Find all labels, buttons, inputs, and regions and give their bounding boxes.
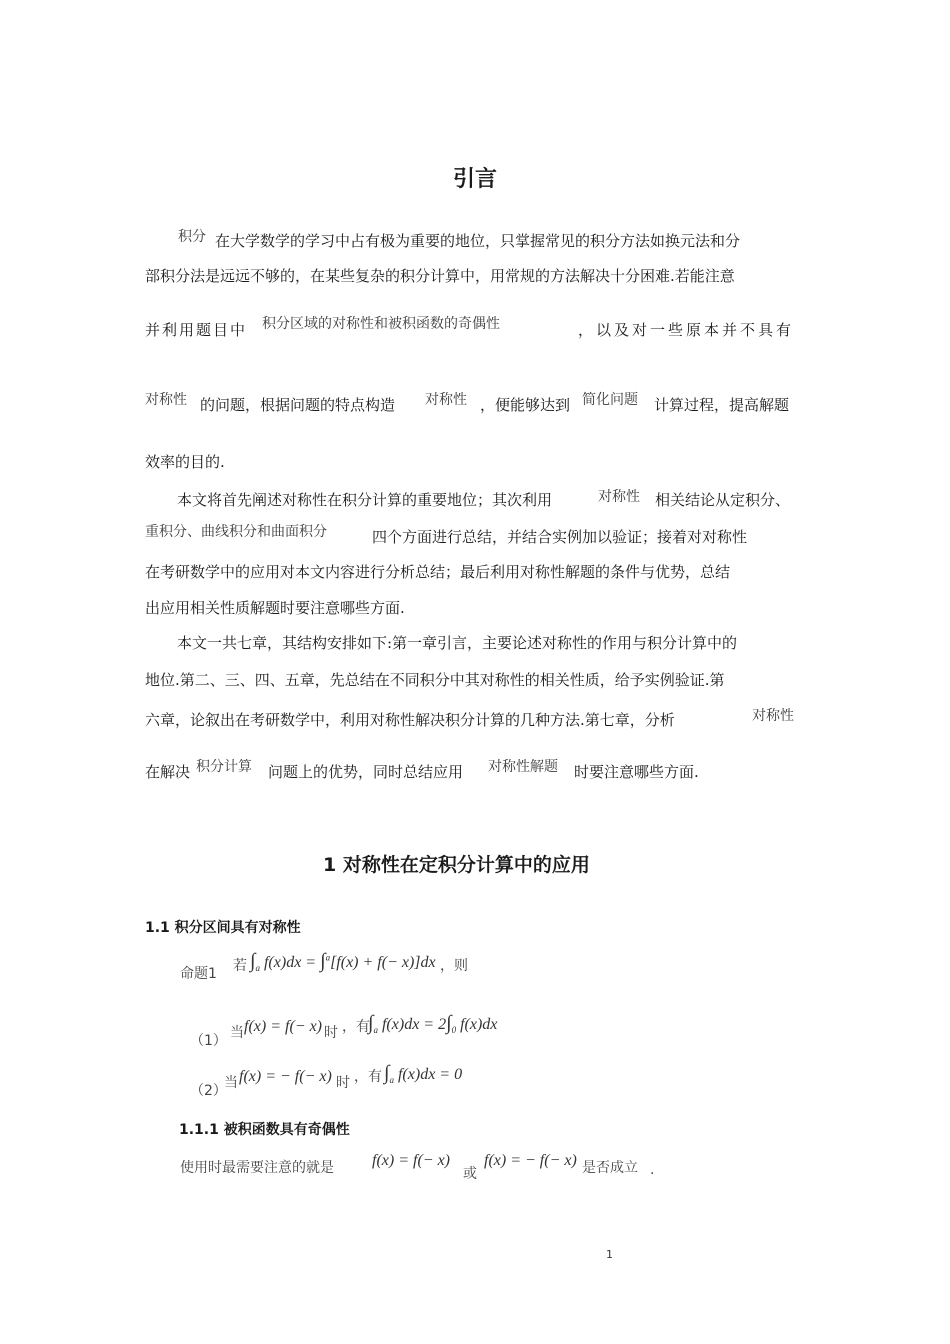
- proposition-label: 命题1: [180, 966, 217, 982]
- usage-even-condition: f(x) = f(− x): [372, 1152, 450, 1169]
- usage-text-a: 使用时最需要注意的就是: [180, 1160, 334, 1176]
- proposition-formula: $\int_a$ f(x)dx = ∫$^a$[f(x) + f(− x)]dx: [250, 950, 436, 974]
- case1-you: ，有: [342, 1019, 370, 1035]
- case1-number: （1）: [190, 1033, 227, 1049]
- inserted-phrase: 对称性解题: [488, 759, 558, 775]
- intro-p1-line5: 效率的目的.: [145, 453, 225, 471]
- inserted-phrase: 对称性: [425, 392, 467, 408]
- intro-p1-line3-pre: 并利用题目中: [145, 321, 248, 339]
- section-1-1-heading: 1.1 积分区间具有对称性: [145, 920, 301, 936]
- usage-text-b: 是否成立: [582, 1160, 638, 1176]
- inserted-phrase: 重积分、曲线积分和曲面积分: [145, 524, 327, 540]
- inserted-phrase: 简化问题: [582, 392, 638, 408]
- usage-or: 或: [463, 1166, 477, 1182]
- usage-odd-condition: f(x) = − f(− x): [484, 1152, 577, 1169]
- page-number: 1: [606, 1248, 613, 1261]
- case2-dang: 当: [224, 1075, 238, 1091]
- intro-p3-line4-a: 在解决: [145, 763, 191, 781]
- case2-condition: f(x) = − f(− x): [239, 1068, 332, 1085]
- case2-result: $\int_a$ f(x)dx = 0: [384, 1062, 463, 1086]
- intro-p2-line4: 出应用相关性质解题时要注意哪些方面.: [145, 599, 405, 617]
- inserted-phrase: 对称性: [145, 392, 187, 408]
- intro-p2-line3: 在考研数学中的应用对本文内容进行分析总结；最后利用对称性解题的条件与优势，总结: [145, 563, 731, 581]
- case1-shi: 时: [324, 1025, 338, 1041]
- intro-p2-line1-b: 相关结论从定积分、: [655, 491, 791, 509]
- proposition-ze: ，则: [440, 958, 468, 974]
- intro-p1-line1: 在大学数学的学习中占有极为重要的地位，只掌握常见的积分方法如换元法和分: [215, 232, 741, 250]
- intro-p1-line4-c: 计算过程，提高解题: [654, 396, 790, 414]
- intro-p3-line3-a: 六章，论叙出在考研数学中，利用对称性解决积分计算的几种方法.第七章，分析: [145, 711, 675, 729]
- case1-dang: 当: [230, 1025, 244, 1041]
- intro-p3-line2: 地位.第二、三、四、五章，先总结在不同积分中其对称性的相关性质，给予实例验证.第: [145, 671, 725, 689]
- proposition-ruo: 若: [233, 958, 247, 974]
- inserted-phrase: 对称性: [598, 489, 640, 505]
- intro-p3-line1: 本文一共七章，其结构安排如下:第一章引言，主要论述对称性的作用与积分计算中的: [177, 634, 738, 652]
- intro-p1-line3-post: ，以及对一些原本并不具有: [578, 321, 795, 339]
- intro-p2-line2-b: 四个方面进行总结，并结合实例加以验证；接着对对称性: [372, 528, 748, 546]
- intro-p3-line4-b: 问题上的优势，同时总结应用: [268, 763, 464, 781]
- case1-result: $\int_a$ $f(x)dx = 2\int_0$ f(x)dx: [368, 1012, 498, 1036]
- inserted-phrase: 积分计算: [196, 759, 252, 775]
- inserted-phrase: 对称性: [752, 708, 794, 724]
- intro-p1-line4-b: ，便能够达到: [480, 396, 571, 414]
- inserted-phrase: 积分区域的对称性和被积函数的奇偶性: [262, 316, 500, 332]
- case2-number: （2）: [190, 1083, 227, 1099]
- case2-you: ，有: [354, 1069, 382, 1085]
- inserted-phrase: 积分: [178, 229, 206, 245]
- intro-p3-line4-c: 时要注意哪些方面.: [574, 763, 699, 781]
- case1-condition: f(x) = f(− x): [244, 1018, 322, 1035]
- chapter1-title: 1 对称性在定积分计算中的应用: [323, 854, 590, 876]
- intro-title: 引言: [453, 167, 498, 192]
- case2-shi: 时: [336, 1075, 350, 1091]
- section-1-1-1-heading: 1.1.1 被积函数具有奇偶性: [179, 1122, 350, 1138]
- intro-p1-line4-a: 的问题，根据问题的特点构造: [200, 396, 396, 414]
- intro-p2-line1-a: 本文将首先阐述对称性在积分计算的重要地位；其次利用: [177, 491, 553, 509]
- intro-p1-line2: 部积分法是远远不够的，在某些复杂的积分计算中，用常规的方法解决十分困难.若能注意: [145, 267, 735, 285]
- usage-dot: .: [650, 1162, 655, 1178]
